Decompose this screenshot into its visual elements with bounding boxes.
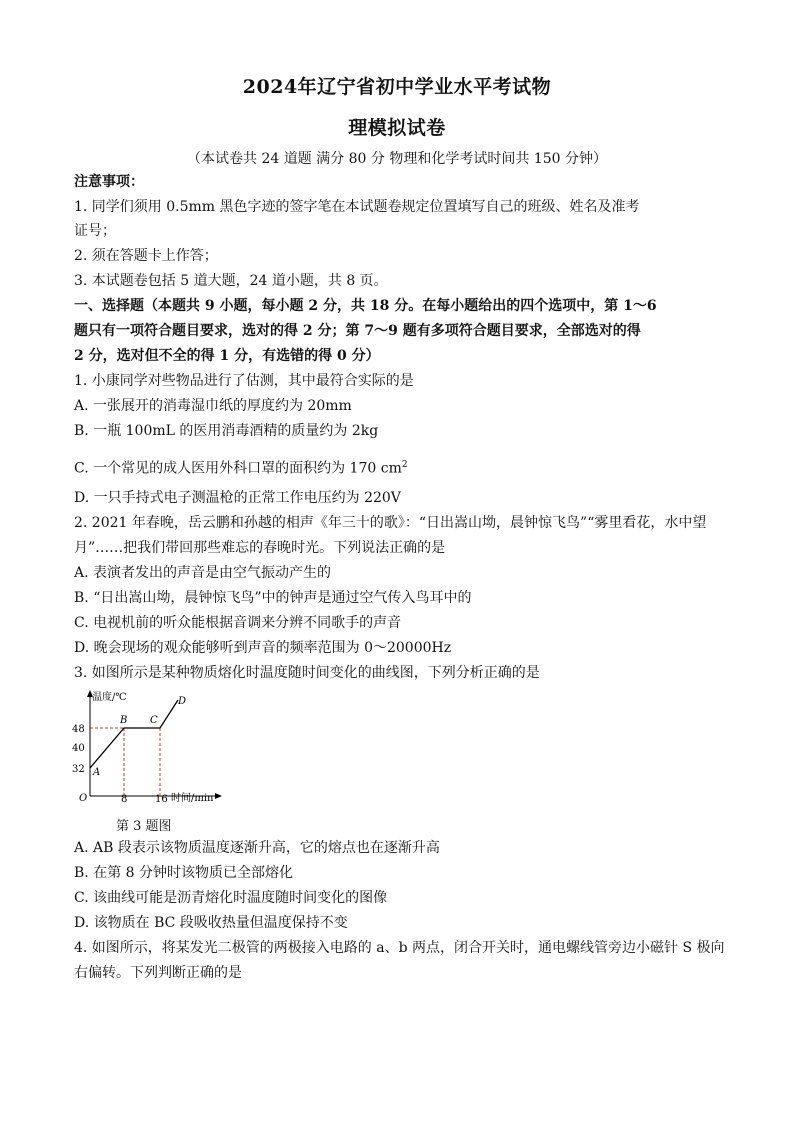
q2-option-a: A. 表演者发出的声音是由空气振动产生的 bbox=[74, 565, 332, 581]
q4-stem-line-2: 右偏转。下列判断正确的是 bbox=[74, 965, 242, 981]
q3-option-a: A. AB 段表示该物质温度逐渐升高，它的熔点也在逐渐升高 bbox=[74, 840, 440, 856]
melting-curve-graph bbox=[70, 688, 240, 808]
notice-heading: 注意事项： bbox=[74, 174, 144, 190]
q1-option-b: B. 一瓶 100mL 的医用消毒酒精的质量约为 2kg bbox=[74, 423, 379, 439]
q1-option-d: D. 一只手持式电子测温枪的正常工作电压约为 220V bbox=[74, 490, 401, 506]
notice-line-3: 2. 须在答题卡上作答； bbox=[74, 248, 218, 264]
x-tick-8: 8 bbox=[121, 794, 128, 805]
x-axis-arrow bbox=[215, 793, 222, 799]
q1-stem: 1. 小康同学对些物品进行了估测，其中最符合实际的是 bbox=[74, 373, 414, 389]
origin-label: O bbox=[79, 793, 88, 804]
y-tick-32: 32 bbox=[72, 764, 85, 775]
q3-stem: 3. 如图所示是某种物质熔化时温度随时间变化的曲线图，下列分析正确的是 bbox=[74, 665, 540, 681]
x-axis-label: 时间/min bbox=[171, 793, 214, 804]
q1-option-c-text: C. 一个常见的成人医用外科口罩的面积约为 170 cm bbox=[74, 460, 402, 477]
exam-title: 2024年辽宁省初中学业水平考试物 bbox=[242, 76, 552, 98]
q2-stem-line-2: 月”……把我们带回那些难忘的春晚时光。下列说法正确的是 bbox=[74, 540, 446, 556]
q3-figure-caption: 第 3 题图 bbox=[116, 819, 172, 834]
q3-option-b: B. 在第 8 分钟时该物质已全部熔化 bbox=[74, 865, 293, 881]
temperature-curve bbox=[90, 700, 178, 768]
section-heading-line-3: 2 分，选对但不全的得 1 分，有选错的得 0 分） bbox=[74, 348, 380, 364]
notice-line-4: 3. 本试题卷包括 5 道大题，24 道小题，共 8 页。 bbox=[74, 273, 388, 289]
q1-option-a: A. 一张展开的消毒湿巾纸的厚度约为 20mm bbox=[74, 398, 352, 414]
notice-line-2: 证号； bbox=[74, 223, 116, 239]
q3-option-c: C. 该曲线可能是沥青熔化时温度随时间变化的图像 bbox=[74, 890, 388, 906]
point-d-label: D bbox=[178, 696, 187, 707]
q2-option-b: B. “日出嵩山坳，晨钟惊飞鸟”中的钟声是通过空气传入鸟耳中的 bbox=[74, 590, 472, 606]
point-a-label: A bbox=[93, 767, 101, 778]
exam-info: （本试卷共 24 道题 满分 80 分 物理和化学考试时间共 150 分钟） bbox=[187, 151, 607, 167]
section-heading-line-2: 题只有一项符合题目要求，选对的得 2 分；第 7～9 题有多项符合题目要求，全部选对的得 bbox=[74, 323, 641, 339]
q3-option-d: D. 该物质在 BC 段吸收热量但温度保持不变 bbox=[74, 915, 348, 931]
y-tick-40: 40 bbox=[72, 743, 85, 754]
y-axis-label: 温度/℃ bbox=[92, 692, 127, 703]
q2-stem-line-1: 2. 2021 年春晚，岳云鹏和孙越的相声《年三十的歌》：“日出嵩山坳，晨钟惊飞鸟”“雾里看花，水中望 bbox=[74, 515, 707, 531]
x-tick-16: 16 bbox=[155, 794, 168, 805]
exam-subtitle: 理模拟试卷 bbox=[348, 117, 446, 139]
point-b-label: B bbox=[120, 715, 128, 726]
point-c-label: C bbox=[150, 715, 158, 726]
y-tick-48: 48 bbox=[72, 724, 85, 735]
q2-option-c: C. 电视机前的听众能根据音调来分辨不同歌手的声音 bbox=[74, 615, 402, 631]
q2-option-d: D. 晚会现场的观众能够听到声音的频率范围为 0～20000Hz bbox=[74, 640, 452, 656]
q1-option-c bbox=[74, 455, 724, 479]
q4-stem-line-1: 4. 如图所示，将某发光二极管的两极接入电路的 a、b 两点，闭合开关时，通电螺线管旁边小磁针 S 极向 bbox=[74, 940, 725, 956]
section-heading-line-1: 一、选择题（本题共 9 小题，每小题 2 分，共 18 分。在每小题给出的四个选项中，第 1～6 bbox=[74, 298, 657, 314]
q1-option-c-sup: 2 bbox=[401, 460, 408, 470]
notice-line-1: 1. 同学们须用 0.5mm 黑色字迹的签字笔在本试题卷规定位置填写自己的班级、姓名及准考 bbox=[74, 199, 640, 215]
